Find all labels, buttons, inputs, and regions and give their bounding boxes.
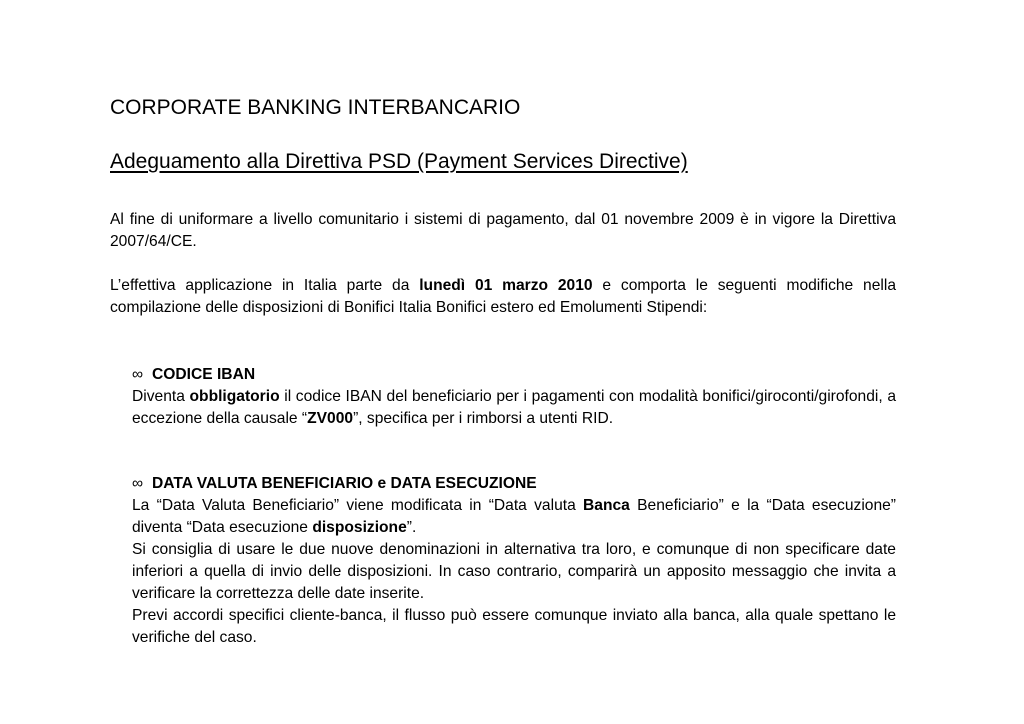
document-title: CORPORATE BANKING INTERBANCARIO (110, 96, 521, 119)
application-date: lunedì 01 marzo 2010 (419, 277, 593, 294)
application-text-before: L’effettiva applicazione in Italia parte da (110, 277, 420, 294)
infinity-bullet-icon: ∞ (132, 366, 144, 383)
bullet-heading-text: DATA VALUTA BENEFICIARIO e DATA ESECUZIONE (152, 475, 537, 492)
bullet-text: Diventa (132, 388, 190, 405)
infinity-bullet-icon: ∞ (132, 475, 144, 492)
document-subtitle: Adeguamento alla Direttiva PSD (Payment Services Directive) (110, 150, 688, 173)
bullet-body (132, 495, 896, 539)
bullet-text: ”, specifica per i rimborsi a utenti RID. (353, 410, 614, 427)
application-paragraph (110, 275, 896, 319)
bullet-text: La “Data Valuta Beneficiario” viene modificata in “Data valuta (132, 497, 584, 514)
bullet-text: il codice IBAN del beneficiario per i pagamenti con modalità bonifici/giroconti/girofondi, a eccezione della causale “ (132, 388, 896, 427)
bullet-bold-text: disposizione (312, 519, 407, 536)
bullet-bold-text: ZV000 (307, 410, 354, 427)
bullet-agreement-text: Previ accordi specifici cliente-banca, il flusso può essere comunque inviato alla banca, alla quale spettano le verifiche del caso. (132, 607, 896, 646)
bullet-text: Beneficiario” e la “Data esecuzione” diventa “Data esecuzione (132, 497, 896, 536)
bullet-advice-text: Si consiglia di usare le due nuove denominazioni in alternativa tra loro, e comunque di non specificare date inferiori a quella di invio delle disposizioni. In caso contrario, comparirà un apposito messaggio che invita a verificare la correttezza delle date inserite. (132, 541, 896, 602)
bullet-text: ”. (406, 519, 417, 536)
bullet-bold-text: obbligatorio (189, 388, 280, 405)
bullet-codice-iban (132, 364, 896, 430)
intro-paragraph: Al fine di uniformare a livello comunitario i sistemi di pagamento, dal 01 novembre 2009 è in vigore la Direttiva 2007/64/CE. (110, 211, 896, 250)
bullet-bold-text: Banca (583, 497, 630, 514)
bullet-heading (132, 473, 896, 495)
bullet-data-valuta (132, 473, 896, 649)
bullet-body (132, 386, 896, 430)
bullet-heading-text: CODICE IBAN (152, 366, 256, 383)
application-text-after: e comporta le seguenti modifiche nella compilazione delle disposizioni di Bonifici Italia Bonifici estero ed Emolumenti Stipendi: (110, 277, 896, 316)
bullet-heading (132, 364, 896, 386)
